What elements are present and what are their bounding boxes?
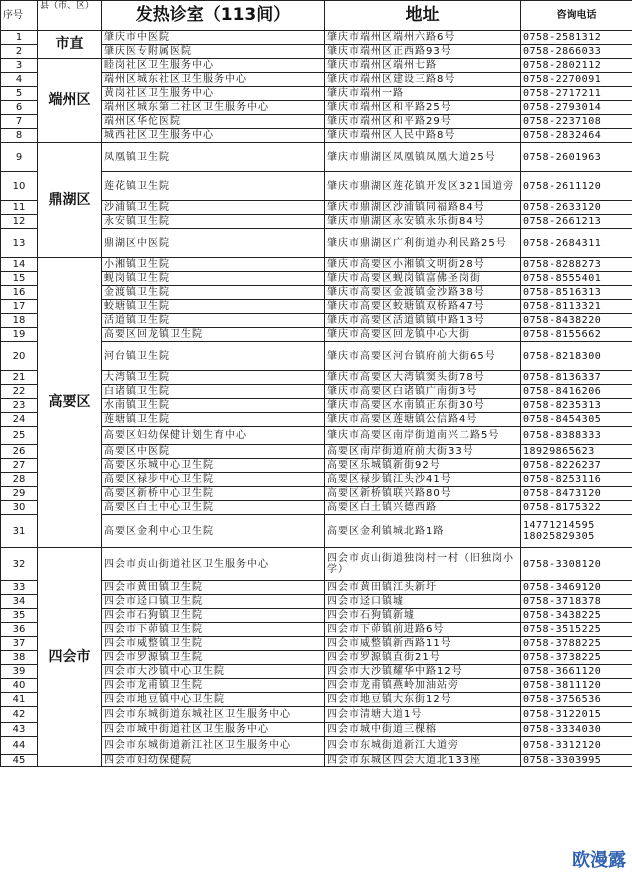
clinic-phone: 0758-8416206 (521, 385, 632, 399)
clinic-phone: 0758-8253116 (521, 473, 632, 487)
clinic-name: 四会市黄田镇卫生院 (102, 581, 325, 595)
county-label: 端州区 (38, 59, 102, 143)
clinic-phone: 0758-3438225 (521, 609, 632, 623)
clinic-name: 高要区妇幼保健计划生育中心 (102, 427, 325, 445)
clinic-phone: 0758-8175322 (521, 501, 632, 515)
clinic-phone: 0758-8288273 (521, 258, 632, 272)
clinic-name: 高要区金利中心卫生院 (102, 515, 325, 548)
clinic-name: 高要区回龙镇卫生院 (102, 328, 325, 342)
clinic-name: 黄岗社区卫生服务中心 (102, 87, 325, 101)
clinic-phone: 0758-3469120 (521, 581, 632, 595)
row-number: 43 (1, 723, 38, 737)
row-number: 24 (1, 413, 38, 427)
clinic-name: 四会市东城街道新江社区卫生服务中心 (102, 737, 325, 755)
row-number: 32 (1, 548, 38, 581)
table-row (1, 548, 632, 581)
row-number: 3 (1, 59, 38, 73)
clinic-phone: 0758-2581312 (521, 31, 632, 45)
row-number: 20 (1, 342, 38, 371)
row-number: 17 (1, 300, 38, 314)
row-number: 36 (1, 623, 38, 637)
clinic-address: 四会市罗源镇直街21号 (325, 651, 521, 665)
row-number: 22 (1, 385, 38, 399)
clinic-phone: 0758-3122015 (521, 707, 632, 723)
clinic-name: 鼎湖区中医院 (102, 229, 325, 258)
row-number: 39 (1, 665, 38, 679)
clinic-address: 肇庆市高要区活道镇镇中路13号 (325, 314, 521, 328)
clinic-name: 活道镇卫生院 (102, 314, 325, 328)
clinic-address: 肇庆市鼎湖区凤凰镇凤凰大道25号 (325, 143, 521, 172)
county-label: 四会市 (38, 548, 102, 767)
clinic-phone: 0758-3312120 (521, 737, 632, 755)
row-number: 14 (1, 258, 38, 272)
clinic-address: 肇庆市高要区南岸街道南兴二路5号 (325, 427, 521, 445)
row-number: 2 (1, 45, 38, 59)
county-label: 市直 (38, 31, 102, 59)
row-number: 23 (1, 399, 38, 413)
row-number: 5 (1, 87, 38, 101)
clinic-phone: 0758-8438220 (521, 314, 632, 328)
address-header: 地址 (325, 1, 521, 31)
clinic-phone: 0758-2661213 (521, 215, 632, 229)
row-number: 18 (1, 314, 38, 328)
clinic-name: 端州区城东第二社区卫生服务中心 (102, 101, 325, 115)
clinic-address: 四会市大沙镇耀华中路12号 (325, 665, 521, 679)
clinic-phone: 0758-8388333 (521, 427, 632, 445)
clinic-address: 四会市龙甫镇燕岭加油站旁 (325, 679, 521, 693)
row-number: 25 (1, 427, 38, 445)
clinic-phone: 0758-2633120 (521, 201, 632, 215)
row-number: 45 (1, 755, 38, 767)
clinic-address: 肇庆市端州区人民中路8号 (325, 129, 521, 143)
clinic-address: 肇庆市端州区正西路93号 (325, 45, 521, 59)
row-number: 21 (1, 371, 38, 385)
clinic-address: 肇庆市端州一路 (325, 87, 521, 101)
clinic-address: 肇庆市鼎湖区沙浦镇同福路84号 (325, 201, 521, 215)
clinic-phone: 0758-2684311 (521, 229, 632, 258)
clinic-phone: 0758-3788225 (521, 637, 632, 651)
clinic-name: 蛟塘镇卫生院 (102, 300, 325, 314)
clinic-name: 蚬岗镇卫生院 (102, 272, 325, 286)
county-label: 鼎湖区 (38, 143, 102, 258)
row-number: 28 (1, 473, 38, 487)
clinic-phone: 0758-3661120 (521, 665, 632, 679)
clinic-address: 高要区白土镇兴德西路 (325, 501, 521, 515)
watermark: 欧漫露 (572, 850, 626, 871)
clinic-address: 四会市石狗镇新墟 (325, 609, 521, 623)
clinic-address: 肇庆市高要区小湘镇文明街28号 (325, 258, 521, 272)
row-number: 35 (1, 609, 38, 623)
clinic-address: 四会市城中街道三棵榕 (325, 723, 521, 737)
clinic-address: 四会市东城区四会大道北133座 (325, 755, 521, 767)
clinic-name: 四会市罗源镇卫生院 (102, 651, 325, 665)
clinic-address: 四会市贞山街道独岗村一村（旧独岗小学） (325, 548, 521, 581)
clinic-phone: 0758-3303995 (521, 755, 632, 767)
clinic-name: 高要区白土中心卫生院 (102, 501, 325, 515)
seq-header: 序号 (1, 1, 38, 31)
clinic-phone: 0758-2802112 (521, 59, 632, 73)
row-number: 7 (1, 115, 38, 129)
row-number: 42 (1, 707, 38, 723)
row-number: 10 (1, 172, 38, 201)
row-number: 40 (1, 679, 38, 693)
clinic-name: 高要区中医院 (102, 445, 325, 459)
clinic-name-header: 发热诊室（113间） (102, 1, 325, 31)
row-number: 13 (1, 229, 38, 258)
clinic-address: 高要区乐城镇新街92号 (325, 459, 521, 473)
clinic-phone: 0758-8555401 (521, 272, 632, 286)
clinic-address: 四会市迳口镇墟 (325, 595, 521, 609)
row-number: 30 (1, 501, 38, 515)
clinic-phone: 0758-2793014 (521, 101, 632, 115)
clinic-phone: 0758-3334030 (521, 723, 632, 737)
clinic-address: 高要区金利镇城北路1路 (325, 515, 521, 548)
row-number: 29 (1, 487, 38, 501)
clinic-name: 肇庆医专附属医院 (102, 45, 325, 59)
clinic-phone: 0758-8218300 (521, 342, 632, 371)
table-body (1, 31, 632, 767)
row-number: 11 (1, 201, 38, 215)
clinic-phone: 0758-2611120 (521, 172, 632, 201)
clinic-address: 高要区新桥镇联兴路80号 (325, 487, 521, 501)
clinic-phone: 0758-2237108 (521, 115, 632, 129)
clinic-name: 肇庆市中医院 (102, 31, 325, 45)
row-number: 1 (1, 31, 38, 45)
clinic-phone: 18929865623 (521, 445, 632, 459)
clinic-name: 莲塘镇卫生院 (102, 413, 325, 427)
clinic-address: 肇庆市鼎湖区广利街道办利民路25号 (325, 229, 521, 258)
clinic-name: 河台镇卫生院 (102, 342, 325, 371)
clinic-phone: 0758-8454305 (521, 413, 632, 427)
clinic-address: 肇庆市端州区和平路25号 (325, 101, 521, 115)
county-header: 县（市、区） (38, 1, 102, 31)
clinic-phone: 14771214595 18025829305 (521, 515, 632, 548)
clinic-name: 端州区城东社区卫生服务中心 (102, 73, 325, 87)
clinic-phone: 0758-2866033 (521, 45, 632, 59)
clinic-phone: 0758-8473120 (521, 487, 632, 501)
clinic-phone: 0758-3515225 (521, 623, 632, 637)
clinic-address: 肇庆市高要区白诸镇广南街3号 (325, 385, 521, 399)
clinic-name: 四会市威整镇卫生院 (102, 637, 325, 651)
clinic-name: 四会市地豆镇中心卫生院 (102, 693, 325, 707)
row-number: 6 (1, 101, 38, 115)
row-number: 4 (1, 73, 38, 87)
row-number: 44 (1, 737, 38, 755)
table-row (1, 31, 632, 45)
row-number: 9 (1, 143, 38, 172)
row-number: 15 (1, 272, 38, 286)
clinic-phone: 0758-3308120 (521, 548, 632, 581)
clinic-phone: 0758-3718378 (521, 595, 632, 609)
row-number: 27 (1, 459, 38, 473)
clinic-name: 白诸镇卫生院 (102, 385, 325, 399)
row-number: 16 (1, 286, 38, 300)
clinic-address: 四会市威整镇新西路11号 (325, 637, 521, 651)
clinic-phone: 0758-3811120 (521, 679, 632, 693)
clinic-name: 城西社区卫生服务中心 (102, 129, 325, 143)
clinic-address: 四会市地豆镇大东街12号 (325, 693, 521, 707)
clinic-name: 端州区华佗医院 (102, 115, 325, 129)
clinic-address: 肇庆市端州区和平路29号 (325, 115, 521, 129)
clinic-phone: 0758-2717211 (521, 87, 632, 101)
clinic-name: 四会市石狗镇卫生院 (102, 609, 325, 623)
clinic-address: 肇庆市高要区金渡镇金沙路38号 (325, 286, 521, 300)
table-row (1, 258, 632, 272)
row-number: 38 (1, 651, 38, 665)
clinic-name: 四会市迳口镇卫生院 (102, 595, 325, 609)
row-number: 34 (1, 595, 38, 609)
table-row (1, 59, 632, 73)
clinic-phone: 0758-8226237 (521, 459, 632, 473)
clinic-phone: 0758-8155662 (521, 328, 632, 342)
clinic-name: 金渡镇卫生院 (102, 286, 325, 300)
clinic-phone: 0758-8516313 (521, 286, 632, 300)
clinic-name: 高要区禄步中心卫生院 (102, 473, 325, 487)
clinic-address: 肇庆市鼎湖区永安镇永乐街84号 (325, 215, 521, 229)
clinic-name: 四会市下茆镇卫生院 (102, 623, 325, 637)
clinic-address: 肇庆市端州区端州六路6号 (325, 31, 521, 45)
table-row (1, 143, 632, 172)
row-number: 8 (1, 129, 38, 143)
clinic-address: 四会市东城街道新江大道旁 (325, 737, 521, 755)
clinic-name: 小湘镇卫生院 (102, 258, 325, 272)
clinic-name: 高要区新桥中心卫生院 (102, 487, 325, 501)
row-number: 26 (1, 445, 38, 459)
row-number: 41 (1, 693, 38, 707)
clinic-name: 四会市东城街道东城社区卫生服务中心 (102, 707, 325, 723)
clinic-phone: 0758-3756536 (521, 693, 632, 707)
clinic-name: 沙浦镇卫生院 (102, 201, 325, 215)
clinic-address: 肇庆市高要区回龙镇中心大街 (325, 328, 521, 342)
clinic-name: 四会市城中街道社区卫生服务中心 (102, 723, 325, 737)
clinic-phone: 0758-2601963 (521, 143, 632, 172)
phone-header: 咨询电话 (521, 1, 632, 31)
clinic-address: 肇庆市高要区蛟塘镇双桥路47号 (325, 300, 521, 314)
clinic-address: 肇庆市高要区蚬岗镇富佛圣岗街 (325, 272, 521, 286)
clinic-name: 凤凰镇卫生院 (102, 143, 325, 172)
county-label: 高要区 (38, 258, 102, 548)
clinic-address: 肇庆市高要区水南镇正东街30号 (325, 399, 521, 413)
clinic-phone: 0758-8235313 (521, 399, 632, 413)
clinic-address: 肇庆市高要区大湾镇窦头街78号 (325, 371, 521, 385)
clinic-phone: 0758-2832464 (521, 129, 632, 143)
clinic-address: 肇庆市高要区河台镇府前大街65号 (325, 342, 521, 371)
clinic-name: 四会市龙甫镇卫生院 (102, 679, 325, 693)
clinic-address: 四会市下茆镇前进路6号 (325, 623, 521, 637)
clinic-name: 四会市贞山街道社区卫生服务中心 (102, 548, 325, 581)
header-row (1, 1, 632, 31)
clinic-address: 肇庆市高要区莲塘镇公信路4号 (325, 413, 521, 427)
clinic-name: 四会市大沙镇中心卫生院 (102, 665, 325, 679)
row-number: 31 (1, 515, 38, 548)
row-number: 19 (1, 328, 38, 342)
clinic-address: 肇庆市端州区端州七路 (325, 59, 521, 73)
clinic-phone: 0758-3738225 (521, 651, 632, 665)
clinic-phone: 0758-2270091 (521, 73, 632, 87)
clinic-phone: 0758-8136337 (521, 371, 632, 385)
clinic-name: 永安镇卫生院 (102, 215, 325, 229)
clinic-address: 四会市清塘大道1号 (325, 707, 521, 723)
clinic-phone: 0758-8113321 (521, 300, 632, 314)
clinic-name: 大湾镇卫生院 (102, 371, 325, 385)
clinic-address: 肇庆市端州区建设三路8号 (325, 73, 521, 87)
clinic-name: 四会市妇幼保健院 (102, 755, 325, 767)
clinic-address: 高要区禄步镇江头沙41号 (325, 473, 521, 487)
clinic-name: 水南镇卫生院 (102, 399, 325, 413)
clinic-address: 四会市黄田镇江头新圩 (325, 581, 521, 595)
row-number: 12 (1, 215, 38, 229)
row-number: 37 (1, 637, 38, 651)
row-number: 33 (1, 581, 38, 595)
clinic-name: 莲花镇卫生院 (102, 172, 325, 201)
clinic-name: 高要区乐城中心卫生院 (102, 459, 325, 473)
clinic-address: 肇庆市鼎湖区莲花镇开发区321国道旁 (325, 172, 521, 201)
clinic-address: 高要区南岸街道府前大街33号 (325, 445, 521, 459)
clinic-name: 睦岗社区卫生服务中心 (102, 59, 325, 73)
